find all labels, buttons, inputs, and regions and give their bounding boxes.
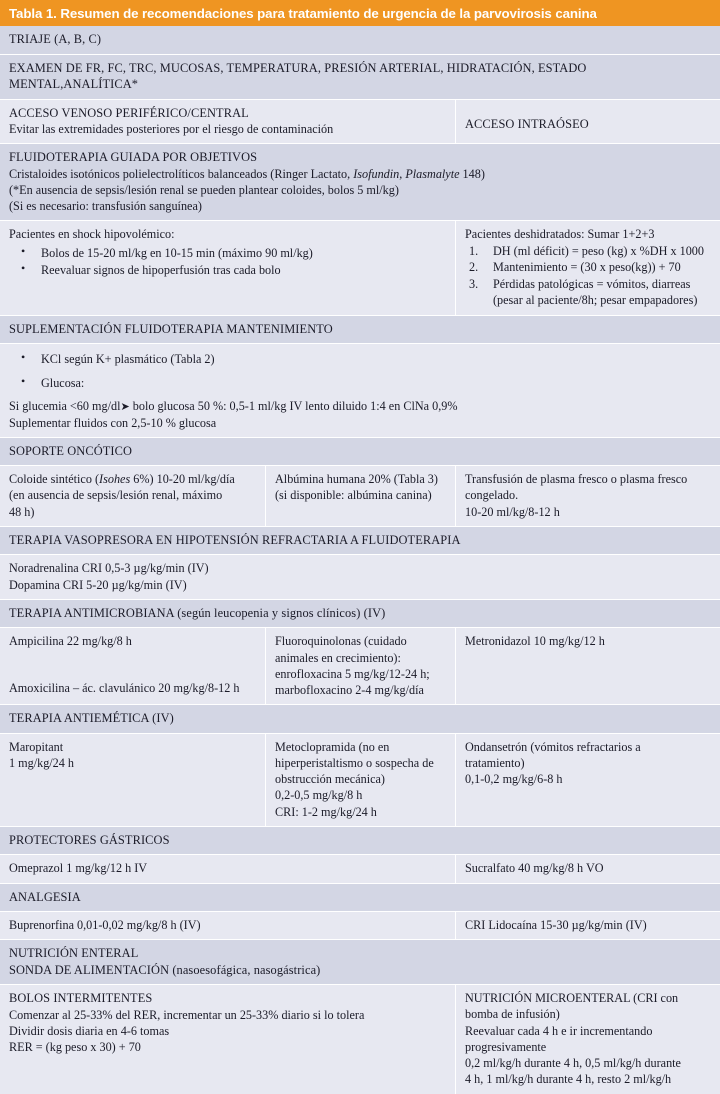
analgesia-heading: ANALGESIA <box>9 889 81 904</box>
metoclopramida-line2: hiperperistaltismo o sospecha de <box>275 755 434 770</box>
list-item: Pérdidas patológicas = vómitos, diarreas (pesar al paciente/8h; pesar empapadores) <box>493 277 698 308</box>
row-vasopresora-body <box>0 555 720 599</box>
list-item: • Reevaluar signos de hipoperfusión tras cada bolo <box>39 262 446 278</box>
fluido-l1a: Cristaloides isotónicos polielectrolíticos balanceados (Ringer Lactato, <box>9 166 354 181</box>
table-title: Tabla 1. Resumen de recomendaciones para tratamiento de urgencia de la parvovirosis canina <box>0 0 720 26</box>
row-vasopresora-heading <box>0 527 720 556</box>
row-acceso <box>0 100 720 145</box>
list-item: DH (ml déficit) = peso (kg) x %DH x 1000 <box>493 243 704 258</box>
coloide-text-a: Coloide sintético ( <box>9 472 100 487</box>
acceso-intraoseo-cell <box>456 100 720 144</box>
vasopresora-heading: TERAPIA VASOPRESORA EN HIPOTENSIÓN REFRACTARIA A FLUIDOTERAPIA <box>9 532 461 547</box>
coloide-line1 <box>9 471 256 487</box>
microenteral-line2: bomba de infusión) <box>465 1007 560 1022</box>
plasma-line1: Transfusión de plasma fresco o plasma fresco <box>465 472 688 487</box>
list-item: • KCl según K+ plasmático (Tabla 2) <box>39 351 711 367</box>
metoclopramida-dose: 0,2-0,5 mg/kg/8 h <box>275 788 363 803</box>
antiemetica-col2 <box>266 734 456 826</box>
acceso-intraoseo-title: ACCESO INTRAÓSEO <box>465 116 589 131</box>
antimicrobiana-col2 <box>266 628 456 704</box>
row-gastricos-heading <box>0 827 720 856</box>
nutricion-enteral-line1: NUTRICIÓN ENTERAL <box>9 946 139 961</box>
omeprazol-cell <box>0 855 456 882</box>
fluoroquinolonas-line2: animales en crecimiento): <box>275 650 401 665</box>
buprenorfina-line: Buprenorfina 0,01-0,02 mg/kg/8 h (IV) <box>9 918 201 933</box>
row-analgesia-heading <box>0 884 720 913</box>
row-examen <box>0 55 720 100</box>
row-fluidoterapia <box>0 144 720 221</box>
vasopresora-cell <box>0 555 720 598</box>
antimicrobiana-col3 <box>456 628 720 704</box>
shock-cell <box>0 221 456 315</box>
fluido-isofundin: Isofundin <box>353 166 400 181</box>
acceso-venoso-note: Evitar las extremidades posteriores por el riesgo de contaminación <box>9 122 334 136</box>
row-suplementacion-body <box>0 344 720 437</box>
albumina-line1: Albúmina humana 20% (Tabla 3) <box>275 472 438 487</box>
bolos-line3: Dividir dosis diaria en 4-6 tomas <box>9 1023 170 1038</box>
shock-intro: Pacientes en shock hipovolémico: <box>9 227 175 242</box>
fluidoterapia-line1 <box>9 166 711 182</box>
row-antimicrobiana-body <box>0 628 720 705</box>
buprenorfina-cell <box>0 912 456 939</box>
suplementacion-glucemia-line <box>9 398 711 415</box>
suplementacion-cell <box>0 344 720 436</box>
microenteral-line1: NUTRICIÓN MICROENTERAL (CRI con <box>465 991 679 1006</box>
row-antimicrobiana-heading <box>0 600 720 629</box>
gastricos-heading: PROTECTORES GÁSTRICOS <box>9 832 170 847</box>
row-gastricos-body <box>0 855 720 883</box>
omeprazol-line: Omeprazol 1 mg/kg/12 h IV <box>9 861 148 876</box>
noradrenalina-line: Noradrenalina CRI 0,5-3 µg/kg/min (IV) <box>9 561 209 576</box>
coloide-text-b: 6%) 10-20 ml/kg/día <box>130 472 235 487</box>
fluidoterapia-line2: (*En ausencia de sepsis/lesión renal se pueden plantear coloides, bolos 5 ml/kg) <box>9 182 399 197</box>
plasma-line2: congelado. <box>465 488 519 503</box>
bolos-line2: Comenzar al 25-33% del RER, incrementar un 25-33% diario si lo tolera <box>9 1007 365 1022</box>
glucemia-text-a: Si glucemia <60 mg/dl <box>9 398 121 413</box>
metronidazol-line: Metronidazol 10 mg/kg/12 h <box>465 634 605 649</box>
fluido-l1c: 148) <box>459 166 485 181</box>
amoxicilina-line: Amoxicilina – ác. clavulánico 20 mg/kg/8-12 h <box>9 680 240 695</box>
marbofloxacino-line: marbofloxacino 2-4 mg/kg/día <box>275 683 424 697</box>
row-oncotico-body <box>0 466 720 527</box>
row-bolos-body <box>0 985 720 1093</box>
row-triaje <box>0 26 720 55</box>
row-nutricion-enteral-heading <box>0 940 720 985</box>
fluidoterapia-line3: (Si es necesario: transfusión sanguínea) <box>9 199 202 214</box>
deshidratados-cell <box>456 221 720 315</box>
oncotico-albumina-cell <box>266 466 456 526</box>
triaje-label: TRIAJE (A, B, C) <box>9 32 102 46</box>
antiemetica-heading: TERAPIA ANTIEMÉTICA (IV) <box>9 711 174 726</box>
suplementacion-heading: SUPLEMENTACIÓN FLUIDOTERAPIA MANTENIMIENTO <box>9 321 333 336</box>
row-suplementacion-heading <box>0 316 720 345</box>
acceso-venoso-title: ACCESO VENOSO PERIFÉRICO/CENTRAL <box>9 105 249 120</box>
coloide-line3: 48 h) <box>9 504 35 519</box>
metoclopramida-line3: obstrucción mecánica) <box>275 772 385 787</box>
arrow-right-icon: ➤ <box>120 400 130 413</box>
maropitant-name: Maropitant <box>9 739 64 754</box>
metoclopramida-cri: CRI: 1-2 mg/kg/24 h <box>275 804 377 819</box>
oncotico-heading: SOPORTE ONCÓTICO <box>9 443 133 458</box>
microenteral-line4: progresivamente <box>465 1039 547 1054</box>
row-analgesia-body <box>0 912 720 940</box>
ondansetron-line2: tratamiento) <box>465 755 525 770</box>
nutricion-enteral-line2: SONDA DE ALIMENTACIÓN (nasoesofágica, nasogástrica) <box>9 962 321 977</box>
deshidratados-intro: Pacientes deshidratados: Sumar 1+2+3 <box>465 227 655 242</box>
albumina-line2: (si disponible: albúmina canina) <box>275 488 432 503</box>
microenteral-line6: 4 h, 1 ml/kg/h durante 4 h, resto 2 ml/kg/h <box>465 1072 672 1087</box>
shock-bullet-list <box>9 245 446 278</box>
antimicrobiana-col1 <box>0 628 266 704</box>
microenteral-line5: 0,2 ml/kg/h durante 4 h, 0,5 ml/kg/h durante <box>465 1056 681 1071</box>
ondansetron-line1: Ondansetrón (vómitos refractarios a <box>465 739 641 754</box>
microenteral-line3: Reevaluar cada 4 h e ir incrementando <box>465 1023 653 1038</box>
ondansetron-dose: 0,1-0,2 mg/kg/6-8 h <box>465 772 563 787</box>
row-antiemetica-heading <box>0 705 720 734</box>
list-item: Mantenimiento = (30 x peso(kg)) + 70 <box>493 260 681 275</box>
list-item: • Glucosa: <box>39 375 711 391</box>
antiemetica-col1 <box>0 734 266 826</box>
nutricion-enteral-cell <box>0 940 720 984</box>
fluido-l1b: , <box>399 166 406 181</box>
suplementacion-fluidos-line: Suplementar fluidos con 2,5-10 % glucosa <box>9 415 217 430</box>
oncotico-plasma-cell <box>456 466 720 526</box>
antimicrobiana-heading: TERAPIA ANTIMICROBIANA (según leucopenia y signos clínicos) (IV) <box>9 605 386 620</box>
glucemia-text-b: bolo glucosa 50 %: 0,5-1 ml/kg IV lento diluido 1:4 en ClNa 0,9% <box>129 398 458 413</box>
lidocaina-cell <box>456 912 720 939</box>
bolos-heading: BOLOS INTERMITENTES <box>9 991 153 1006</box>
metoclopramida-line1: Metoclopramida (no en <box>275 739 390 754</box>
fluidoterapia-heading: FLUIDOTERAPIA GUIADA POR OBJETIVOS <box>9 150 258 165</box>
antiemetica-col3 <box>456 734 720 826</box>
row-oncotico-heading <box>0 438 720 467</box>
dopamina-line: Dopamina CRI 5-20 µg/kg/min (IV) <box>9 577 187 592</box>
plasma-line3: 10-20 ml/kg/8-12 h <box>465 504 560 519</box>
examen-label: EXAMEN DE FR, FC, TRC, MUCOSAS, TEMPERATURA, PRESIÓN ARTERIAL, HIDRATACIÓN, ESTADO MENTAL,ANALÍTICA* <box>9 60 587 91</box>
fluidoterapia-cell <box>0 144 720 220</box>
fluoroquinolonas-line1: Fluoroquinolonas (cuidado <box>275 634 407 649</box>
enrofloxacina-line: enrofloxacina 5 mg/kg/12-24 h; <box>275 666 430 681</box>
deshidratados-numbered-list <box>465 243 711 309</box>
bolos-rer-formula: RER = (kg peso x 30) + 70 <box>9 1040 141 1055</box>
maropitant-dose: 1 mg/kg/24 h <box>9 755 75 770</box>
list-item: • Bolos de 15-20 ml/kg en 10-15 min (máximo 90 ml/kg) <box>39 245 446 261</box>
coloide-line2: (en ausencia de sepsis/lesión renal, máximo <box>9 488 223 503</box>
bolos-intermitentes-cell <box>0 985 456 1093</box>
coloide-isohes: Isohes <box>99 472 131 487</box>
row-antiemetica-body <box>0 734 720 827</box>
fluido-plasmalyte: Plasmalyte <box>405 166 460 181</box>
sucralfato-cell <box>456 855 720 882</box>
oncotico-coloide-cell <box>0 466 266 526</box>
suplementacion-bullet-list <box>9 351 711 390</box>
sucralfato-line: Sucralfato 40 mg/kg/8 h VO <box>465 861 604 876</box>
nutricion-microenteral-cell <box>456 985 720 1093</box>
ampicilina-line: Ampicilina 22 mg/kg/8 h <box>9 634 132 649</box>
lidocaina-line: CRI Lidocaína 15-30 µg/kg/min (IV) <box>465 918 647 933</box>
acceso-venoso-cell <box>0 100 456 144</box>
row-shock-deshidratacion <box>0 221 720 316</box>
